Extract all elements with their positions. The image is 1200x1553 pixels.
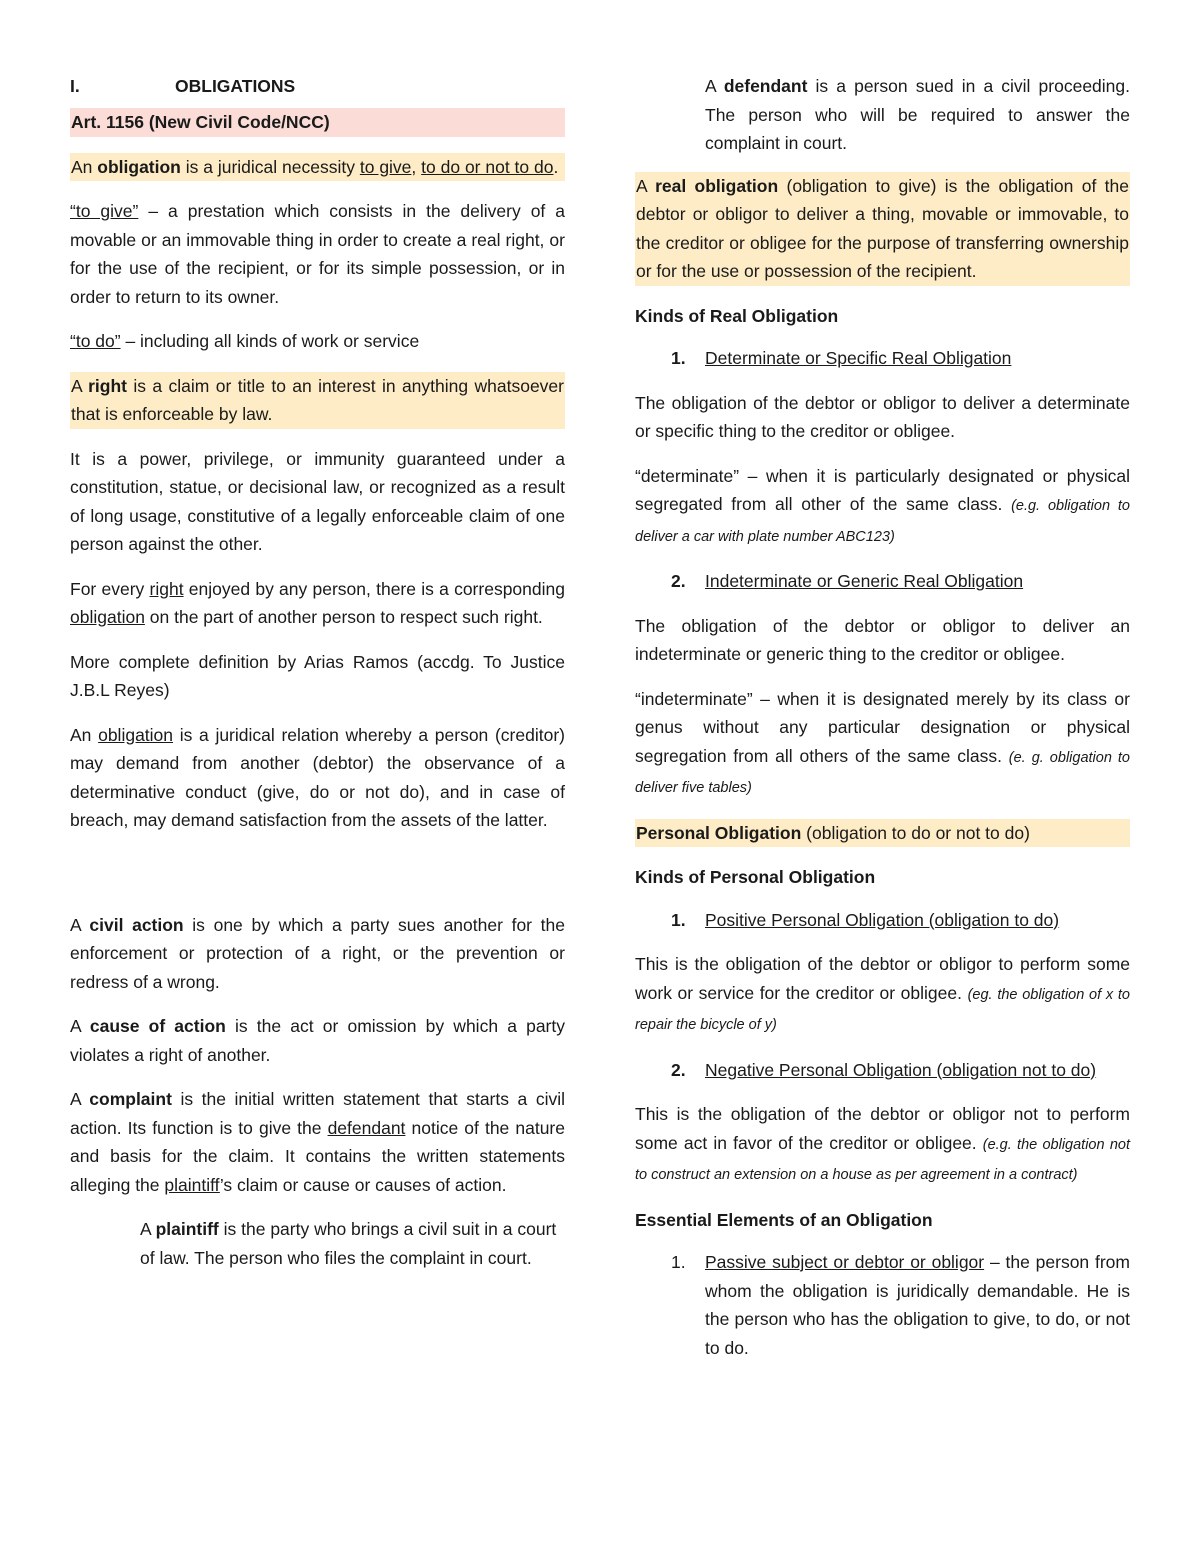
term-civil-action: civil action	[89, 914, 184, 935]
right-definition: A right is a claim or title to an interest in anything whatsoever that is enforceable by law.	[70, 372, 565, 429]
term-cause-of-action: cause of action	[89, 1016, 226, 1036]
term-real-obligation: real obligation	[655, 175, 779, 196]
personal-item-1-definition: This is the obligation of the debtor or obligor to perform some work or service for the creditor or obligee. (eg. the obligation of x to repair the bicycle of y)	[635, 954, 1130, 1033]
kinds-personal-heading: Kinds of Personal Obligation	[635, 867, 876, 887]
term-complaint: complaint	[89, 1089, 172, 1109]
spacer	[70, 851, 565, 911]
elements-heading: Essential Elements of an Obligation	[635, 1209, 933, 1230]
real-item-2-definition: The obligation of the debtor or obligor to deliver an indeterminate or generic thing to the creditor or obligee.	[635, 615, 1130, 664]
right-column	[635, 72, 1130, 1378]
term-defendant: defendant	[723, 76, 808, 96]
obligation-definition: An obligation is a juridical necessity to give, to do or not to do.	[70, 153, 565, 182]
term-personal-obligation: Personal Obligation	[636, 822, 802, 843]
to-do-definition: “to do” – including all kinds of work or service	[70, 331, 420, 351]
right-power-paragraph: It is a power, privilege, or immunity guaranteed under a constitution, statue, or decisional law, or recognized as a result of long usage, constitutive of a legally enforceable claim of one person against the other.	[70, 448, 565, 554]
indeterminate-definition: “indeterminate” – when it is designated merely by its class or genus without any particular designation or physical segregation from all others of the same class. (e. g. obligation to deliver five tables)	[635, 688, 1130, 796]
section-title-text: OBLIGATIONS	[175, 76, 296, 96]
term-obligation: obligation	[97, 156, 181, 177]
determinate-definition: “determinate” – when it is particularly designated or physical segregated from all other of the same class. (e.g. obligation to deliver a car with plate number ABC123)	[635, 465, 1130, 545]
to-give-definition: “to give” – a prestation which consists in the delivery of a movable or an immovable thing in order to create a real right, or for the use of the recipient, or for its simple possession, or in order to return to its owner.	[70, 201, 565, 307]
every-right-paragraph: For every right enjoyed by any person, there is a corresponding obligation on the part of another person to respect such right.	[70, 578, 565, 627]
plaintiff-definition: A plaintiff is the party who brings a civil suit in a court of law. The person who files the complaint in court.	[140, 1219, 557, 1268]
section-title	[70, 72, 565, 100]
element-1: 1. Passive subject or debtor or obligor – the person from whom the obligation is juridically demandable. He is the person who has the obligation to give, to do, or not to do.	[671, 1252, 1130, 1358]
complaint-definition: A complaint is the initial written statement that starts a civil action. Its function is to give the defendant notice of the nature and basis for the claim. It contains the written statements alleging the plaintiff’s claim or cause or causes of action.	[70, 1089, 565, 1195]
personal-item-2: 2. Negative Personal Obligation (obligation not to do)	[671, 1059, 1097, 1080]
defendant-definition: A defendant is a person sued in a civil proceeding. The person who will be required to answer the complaint in court.	[705, 76, 1130, 153]
real-item-2: 2. Indeterminate or Generic Real Obligation	[671, 571, 1024, 591]
article-heading	[70, 108, 565, 137]
article-text: Art. 1156 (New Civil Code/NCC)	[71, 112, 330, 132]
term-to-do: “to do”	[70, 331, 121, 351]
civil-action-definition: A civil action is one by which a party sues another for the enforcement or protection of a right, or the prevention or redress of a wrong.	[70, 914, 565, 992]
term-right: right	[88, 375, 127, 396]
real-item-1: 1. Determinate or Specific Real Obligation	[671, 348, 1012, 368]
cause-of-action-definition: A cause of action is the act or omission by which a party violates a right of another.	[70, 1016, 565, 1065]
term-plaintiff: plaintiff	[155, 1219, 219, 1239]
personal-item-1: 1. Positive Personal Obligation (obligation to do)	[671, 909, 1060, 930]
kinds-real-heading: Kinds of Real Obligation	[635, 305, 839, 326]
personal-item-2-definition: This is the obligation of the debtor or obligor not to perform some act in favor of the creditor or obligee. (e.g. the obligation not to construct an extension on a house as per agreement in a contract)	[635, 1104, 1130, 1183]
section-number: I.	[70, 76, 80, 96]
real-item-1-definition: The obligation of the debtor or obligor to deliver a determinate or specific thing to the creditor or obligee.	[635, 392, 1130, 441]
complete-definition-intro: More complete definition by Arias Ramos (accdg. To Justice J.B.L Reyes)	[70, 651, 565, 700]
complete-definition: An obligation is a juridical relation whereby a person (creditor) may demand from another (debtor) the observance of a determinative conduct (give, do or not do), and in case of breach, may demand satisfaction from the assets of the latter.	[70, 724, 565, 830]
term-to-give: “to give”	[70, 201, 139, 221]
real-obligation-definition: A real obligation (obligation to give) is the obligation of the debtor or obligor to deliver a thing, movable or immovable, to the creditor or obligee for the purpose of transferring ownership or for the use or possession of the recipient.	[635, 172, 1130, 286]
left-column	[70, 72, 565, 1288]
personal-obligation-heading: Personal Obligation (obligation to do or not to do)	[635, 819, 1130, 848]
